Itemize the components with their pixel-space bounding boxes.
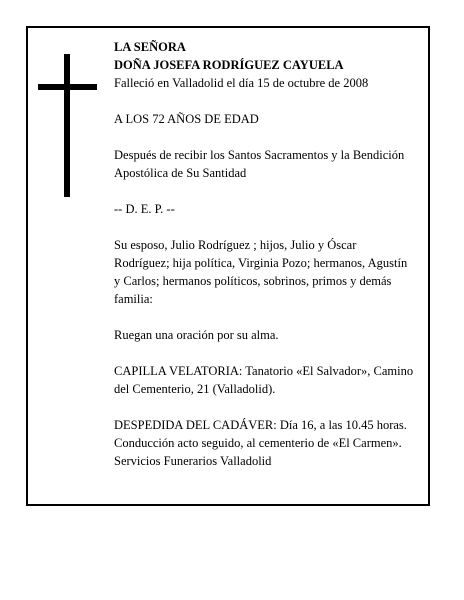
deceased-name: DOÑA JOSEFA RODRÍGUEZ CAYUELA	[114, 58, 344, 72]
title-line: LA SEÑORA	[114, 40, 186, 54]
dep-line: -- D. E. P. --	[114, 202, 175, 216]
family-text: Su esposo, Julio Rodríguez ; hijos, Julio y Óscar Rodríguez; hija política, Virginia Pozo; hermanos, Agustín y Carlos; hermanos políticos, sobrinos, primos y demás familia:	[114, 238, 408, 306]
obituary-text	[114, 38, 414, 470]
prayer-text: Ruegan una oración por su alma.	[114, 328, 279, 342]
age-line: A LOS 72 AÑOS DE EDAD	[114, 112, 259, 126]
death-date: Falleció en Valladolid el día 15 de octubre de 2008	[114, 76, 369, 90]
farewell-text: DESPEDIDA DEL CADÁVER: Día 16, a las 10.45 horas. Conducción acto seguido, al cementerio de «El Carmen».	[114, 418, 407, 450]
chapel-text: CAPILLA VELATORIA: Tanatorio «El Salvador», Camino del Cementerio, 21 (Valladolid).	[114, 364, 414, 396]
sacraments-text: Después de recibir los Santos Sacramentos y la Bendición Apostólica de Su Santidad	[114, 148, 405, 180]
funeral-services: Servicios Funerarios Valladolid	[114, 454, 272, 468]
